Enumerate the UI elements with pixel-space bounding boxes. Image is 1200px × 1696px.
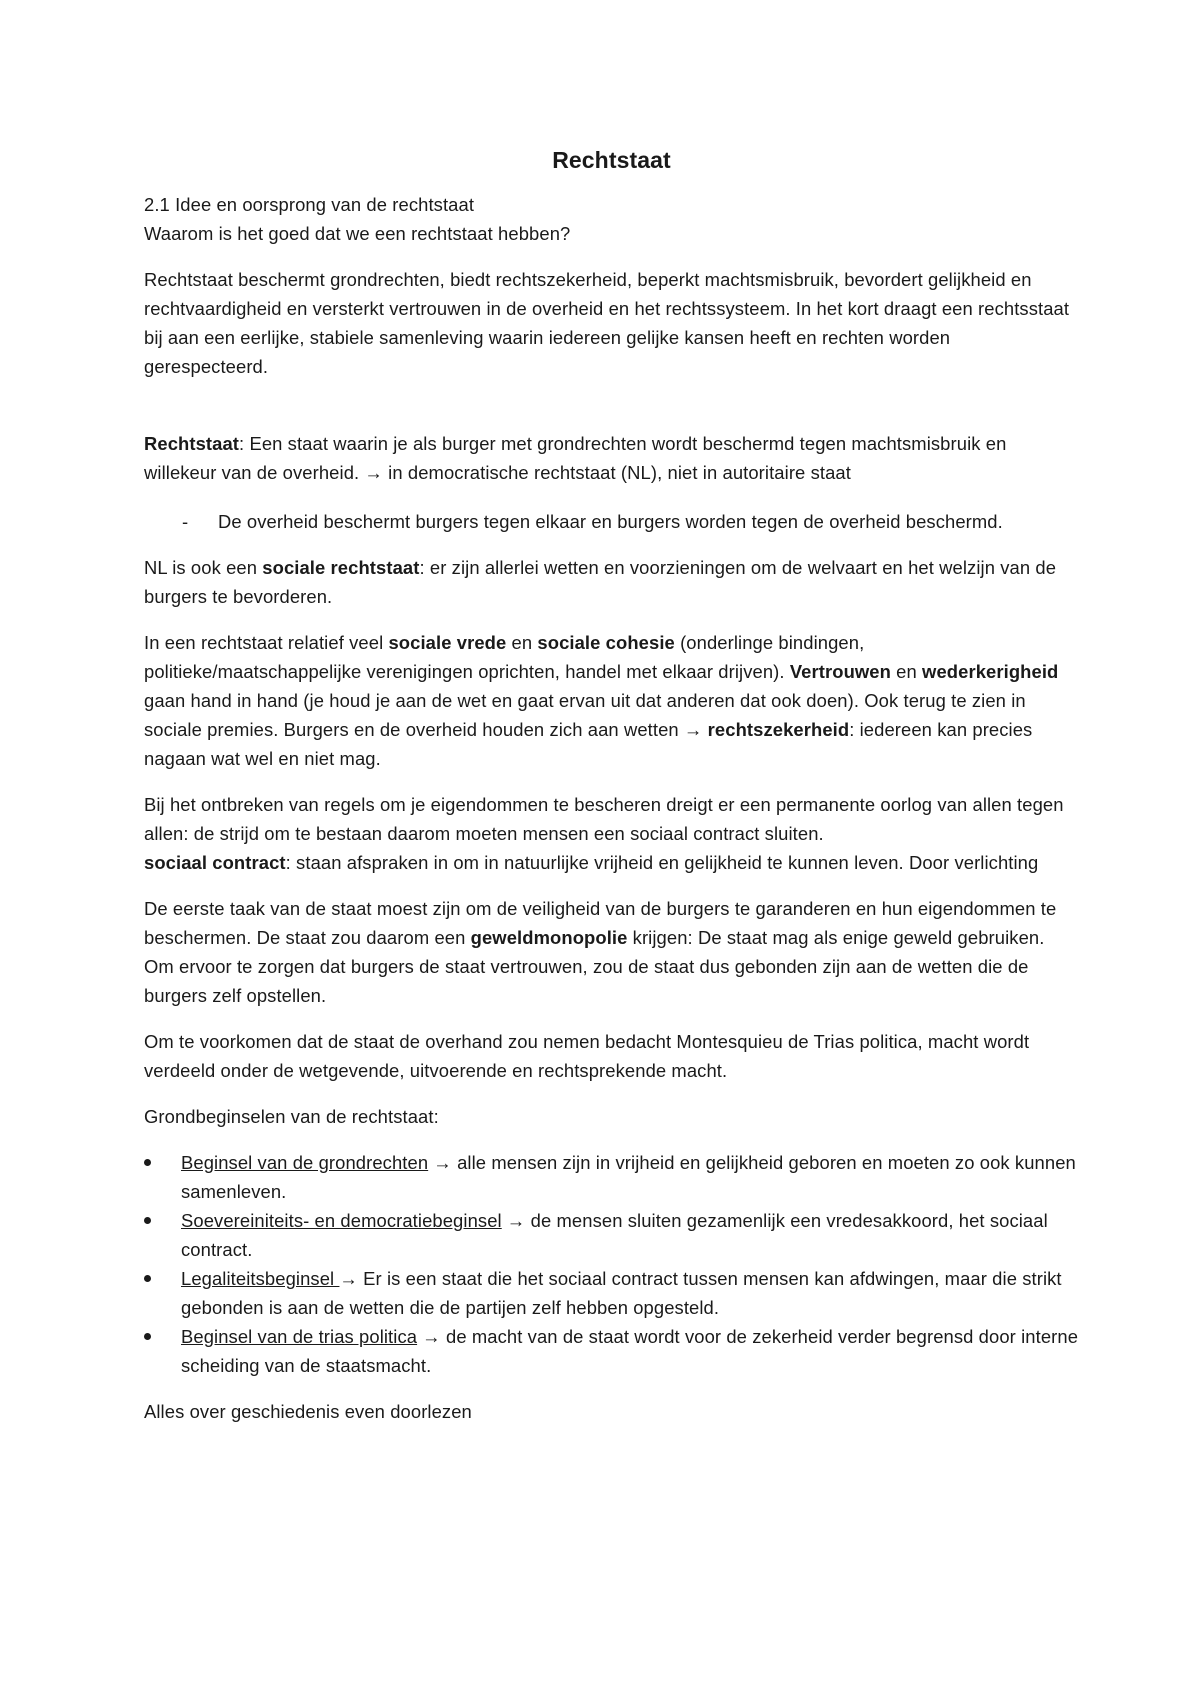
bullet-icon bbox=[144, 1159, 151, 1166]
section-heading: 2.1 Idee en oorsprong van de rechtstaat bbox=[144, 194, 475, 215]
closing-note: Alles over geschiedenis even doorlezen bbox=[144, 1401, 472, 1422]
intro-paragraph: Rechtstaat beschermt grondrechten, biedt rechtszekerheid, beperkt machtsmisbruik, bevordert gelijkheid en rechtvaardigheid en versterkt vertrouwen in de overheid en het rechtssysteem. In het kort draagt een rechtsstaat bij aan een eerlijke, stabiele samenleving waarin iedereen gelijke kansen heeft en rechten worden gerespecteerd. bbox=[144, 269, 1070, 377]
list-item: - De overheid beschermt burgers tegen elkaar en burgers worden tegen de overheid beschermd. bbox=[144, 507, 1079, 536]
list-item: Legaliteitsbeginsel → Er is een staat die het sociaal contract tussen mensen kan afdwingen, maar die strikt gebonden is aan de wetten die de partijen zelf hebben opgesteld. bbox=[144, 1264, 1079, 1322]
principles-list bbox=[144, 1148, 1079, 1380]
section-question: Waarom is het goed dat we een rechtstaat hebben? bbox=[144, 223, 571, 244]
list-item: Soevereiniteits- en democratiebeginsel → de mensen sluiten gezamenlijk een vredesakkoord, het sociaal contract. bbox=[144, 1206, 1079, 1264]
document-body bbox=[144, 140, 1079, 1426]
state-task-paragraph: De eerste taak van de staat moest zijn om de veiligheid van de burgers te garanderen en hun eigendommen te beschermen. De staat zou daarom een geweldmonopolie krijgen: De staat mag als enige geweld gebruiken. Om ervoor te zorgen dat burgers de staat vertrouwen, zou de staat dus gebonden zijn aan de wetten die de burgers zelf opstellen. bbox=[144, 898, 1057, 1006]
list-item: Beginsel van de grondrechten → alle mensen zijn in vrijheid en gelijkheid geboren en moeten zo ook kunnen samenleven. bbox=[144, 1148, 1079, 1206]
definition-term: Rechtstaat bbox=[144, 433, 240, 454]
bullet-icon bbox=[144, 1333, 151, 1340]
document-title: Rechtstaat bbox=[552, 147, 671, 173]
bullet-icon bbox=[144, 1275, 151, 1282]
social-rechtstaat-paragraph: NL is ook een sociale rechtstaat: er zijn allerlei wetten en voorzieningen om de welvaart en het welzijn van de burgers te bevorderen. bbox=[144, 557, 1057, 607]
dash-marker: - bbox=[182, 511, 189, 532]
list-item: Beginsel van de trias politica → de macht van de staat wordt voor de zekerheid verder begrensd door interne scheiding van de staatsmacht. bbox=[144, 1322, 1079, 1380]
dash-list bbox=[144, 507, 1079, 536]
definition-paragraph: Rechtstaat: Een staat waarin je als burger met grondrechten wordt beschermd tegen machtsmisbruik en willekeur van de overheid. → in democratische rechtstaat (NL), niet in autoritaire staat bbox=[144, 433, 1007, 483]
trias-politica-paragraph: Om te voorkomen dat de staat de overhand zou nemen bedacht Montesquieu de Trias politica, macht wordt verdeeld onder de wetgevende, uitvoerende en rechtsprekende macht. bbox=[144, 1031, 1030, 1081]
bullet-icon bbox=[144, 1217, 151, 1224]
social-peace-paragraph: In een rechtstaat relatief veel sociale vrede en sociale cohesie (onderlinge bindingen, politieke/maatschappelijke verenigingen oprichten, handel met elkaar drijven). Vertrouwen en wederkerigheid gaan hand in hand (je houd je aan de wet en gaat ervan uit dat anderen dat ook doen). Ook terug te zien in sociale premies. Burgers en de overheid houden zich aan wetten → rechtszekerheid: iedereen kan precies nagaan wat wel en niet mag. bbox=[144, 632, 1059, 769]
principles-heading: Grondbeginselen van de rechtstaat: bbox=[144, 1106, 439, 1127]
social-contract-paragraph: Bij het ontbreken van regels om je eigendommen te bescheren dreigt er een permanente oorlog van allen tegen allen: de strijd om te bestaan daarom moeten mensen een sociaal contract sluiten. sociaal contract: staan afspraken in om in natuurlijke vrijheid en gelijkheid te kunnen leven. Door verlichting bbox=[144, 794, 1064, 873]
